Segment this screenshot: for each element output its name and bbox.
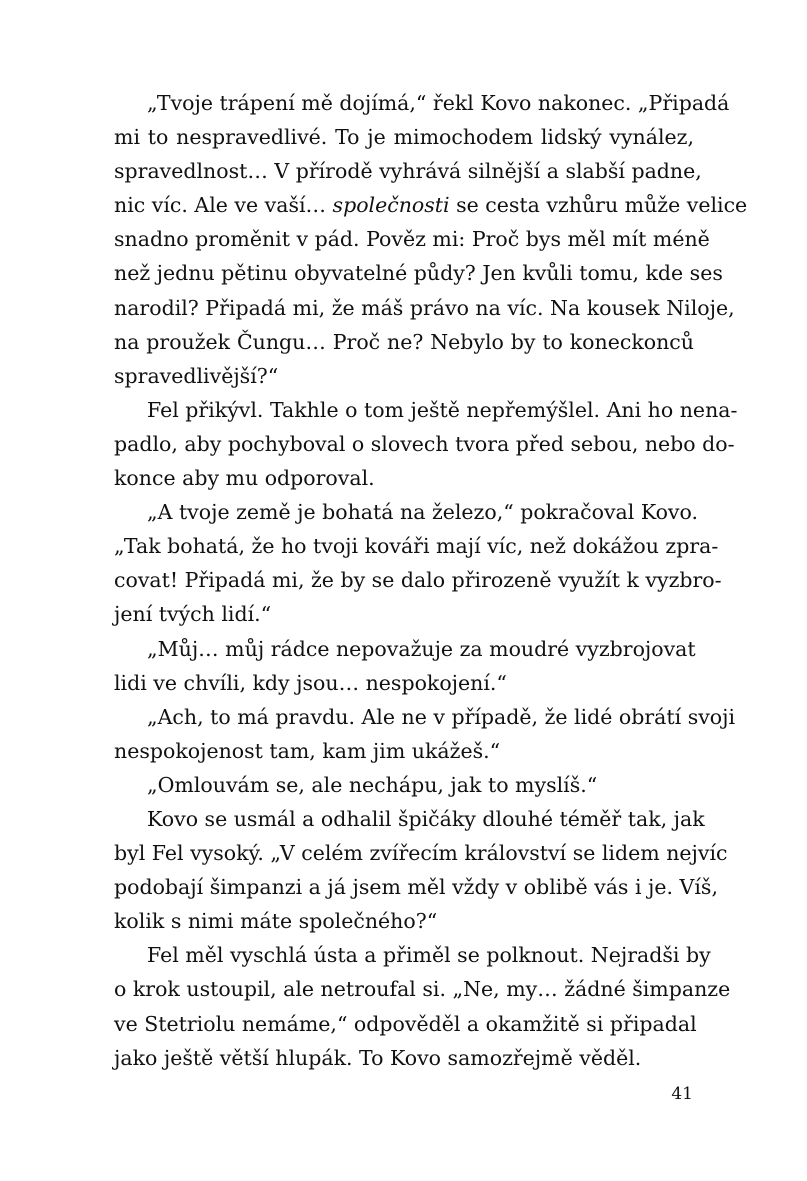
text-run: spravedlnost… V přírodě vyhrává silnější a slabší padne, <box>114 159 702 184</box>
text-line <box>114 529 719 563</box>
text-run: narodil? Připadá mi, že máš právo na víc. Na kousek Niloje, <box>114 295 735 320</box>
text-line <box>114 972 731 1006</box>
text-line <box>114 904 694 938</box>
text-line <box>114 768 694 802</box>
page-number: 41 <box>671 1084 693 1104</box>
text-line <box>114 1041 694 1075</box>
text-line <box>114 1007 697 1041</box>
text-line <box>114 393 738 427</box>
text-run: se cesta vzhůru může velice <box>449 193 748 218</box>
text-line <box>114 359 694 393</box>
text-line <box>114 461 694 495</box>
text-run: mi to nespravedlivé. To je mimochodem lidský vynález, <box>114 125 694 150</box>
text-run: „A tvoje země je bohatá na železo,“ pokračoval Kovo. <box>147 500 699 525</box>
text-line <box>114 563 722 597</box>
text-line <box>114 802 705 836</box>
text-line <box>114 666 694 700</box>
paragraph <box>114 802 728 938</box>
body-text <box>114 86 748 1075</box>
text-line <box>114 222 710 256</box>
paragraph <box>114 495 722 631</box>
text-run: spravedlivější?“ <box>114 363 279 388</box>
text-run: nespokojenost tam, kam jim ukážeš.“ <box>114 738 501 763</box>
paragraph <box>114 700 736 768</box>
italic-text: společnosti <box>332 193 450 218</box>
text-run: snadno proměnit v pád. Pověz mi: Proč bys měl mít méně <box>114 227 710 252</box>
text-line <box>114 734 694 768</box>
text-run: padlo, aby pochyboval o slovech tvora před sebou, nebo do- <box>114 431 735 456</box>
text-run: Fel přikývl. Takhle o tom ještě nepřemýšlel. Ani ho nena- <box>147 397 738 422</box>
text-line <box>114 700 736 734</box>
text-line <box>114 597 694 631</box>
paragraph <box>114 632 694 700</box>
text-line <box>114 870 718 904</box>
text-line <box>114 188 748 222</box>
text-run: ve Stetriolu nemáme,“ odpověděl a okamžitě si připadal <box>114 1011 697 1036</box>
text-line <box>114 154 702 188</box>
text-run: jení tvých lidí.“ <box>114 602 272 627</box>
text-line <box>114 325 694 359</box>
paragraph <box>114 393 738 495</box>
text-run: kolik s nimi máte společného?“ <box>114 909 438 934</box>
text-run: „Můj… můj rádce nepovažuje za moudré vyzbrojovat <box>147 636 696 661</box>
text-line <box>114 836 728 870</box>
text-run: „Ach, to má pravdu. Ale ne v případě, že lidé obrátí svoji <box>147 704 736 729</box>
text-run: o krok ustoupil, ale netroufal si. „Ne, my… žádné šimpanze <box>114 977 731 1002</box>
paragraph <box>114 938 731 1074</box>
text-run: Kovo se usmál a odhalil špičáky dlouhé téměř tak, jak <box>147 806 705 831</box>
text-line <box>114 86 730 120</box>
text-line <box>114 427 735 461</box>
text-line <box>114 632 694 666</box>
text-run: než jednu pětinu obyvatelné půdy? Jen kvůli tomu, kde ses <box>114 261 723 286</box>
text-run: podobají šimpanzi a já jsem měl vždy v oblibě vás i je. Víš, <box>114 875 718 900</box>
text-run: byl Fel vysoký. „V celém zvířecím království se lidem nejvíc <box>114 841 728 866</box>
text-run: lidi ve chvíli, kdy jsou… nespokojení.“ <box>114 670 507 695</box>
text-line <box>114 938 711 972</box>
text-run: „Tvoje trápení mě dojímá,“ řekl Kovo nakonec. „Připadá <box>147 91 730 115</box>
text-run: na proužek Čungu… Proč ne? Nebylo by to koneckonců <box>114 329 694 354</box>
text-run: „Tak bohatá, že ho tvoji kováři mají víc, než dokážou zpra- <box>114 534 719 559</box>
text-line <box>114 495 699 529</box>
text-run: „Omlouvám se, ale nechápu, jak to myslíš.“ <box>147 772 598 797</box>
paragraph <box>114 768 694 802</box>
text-run: covat! Připadá mi, že by se dalo přirozeně využít k vyzbro- <box>114 568 722 593</box>
text-run: jako ještě větší hlupák. To Kovo samozřejmě věděl. <box>114 1045 642 1070</box>
text-line <box>114 291 735 325</box>
text-line <box>114 256 723 290</box>
text-line <box>114 120 694 154</box>
text-run: nic víc. Ale ve vaší… <box>114 193 333 218</box>
paragraph <box>114 86 748 393</box>
text-run: konce aby mu odporoval. <box>114 466 375 491</box>
text-run: Fel měl vyschlá ústa a přiměl se polknout. Nejradši by <box>147 943 711 968</box>
